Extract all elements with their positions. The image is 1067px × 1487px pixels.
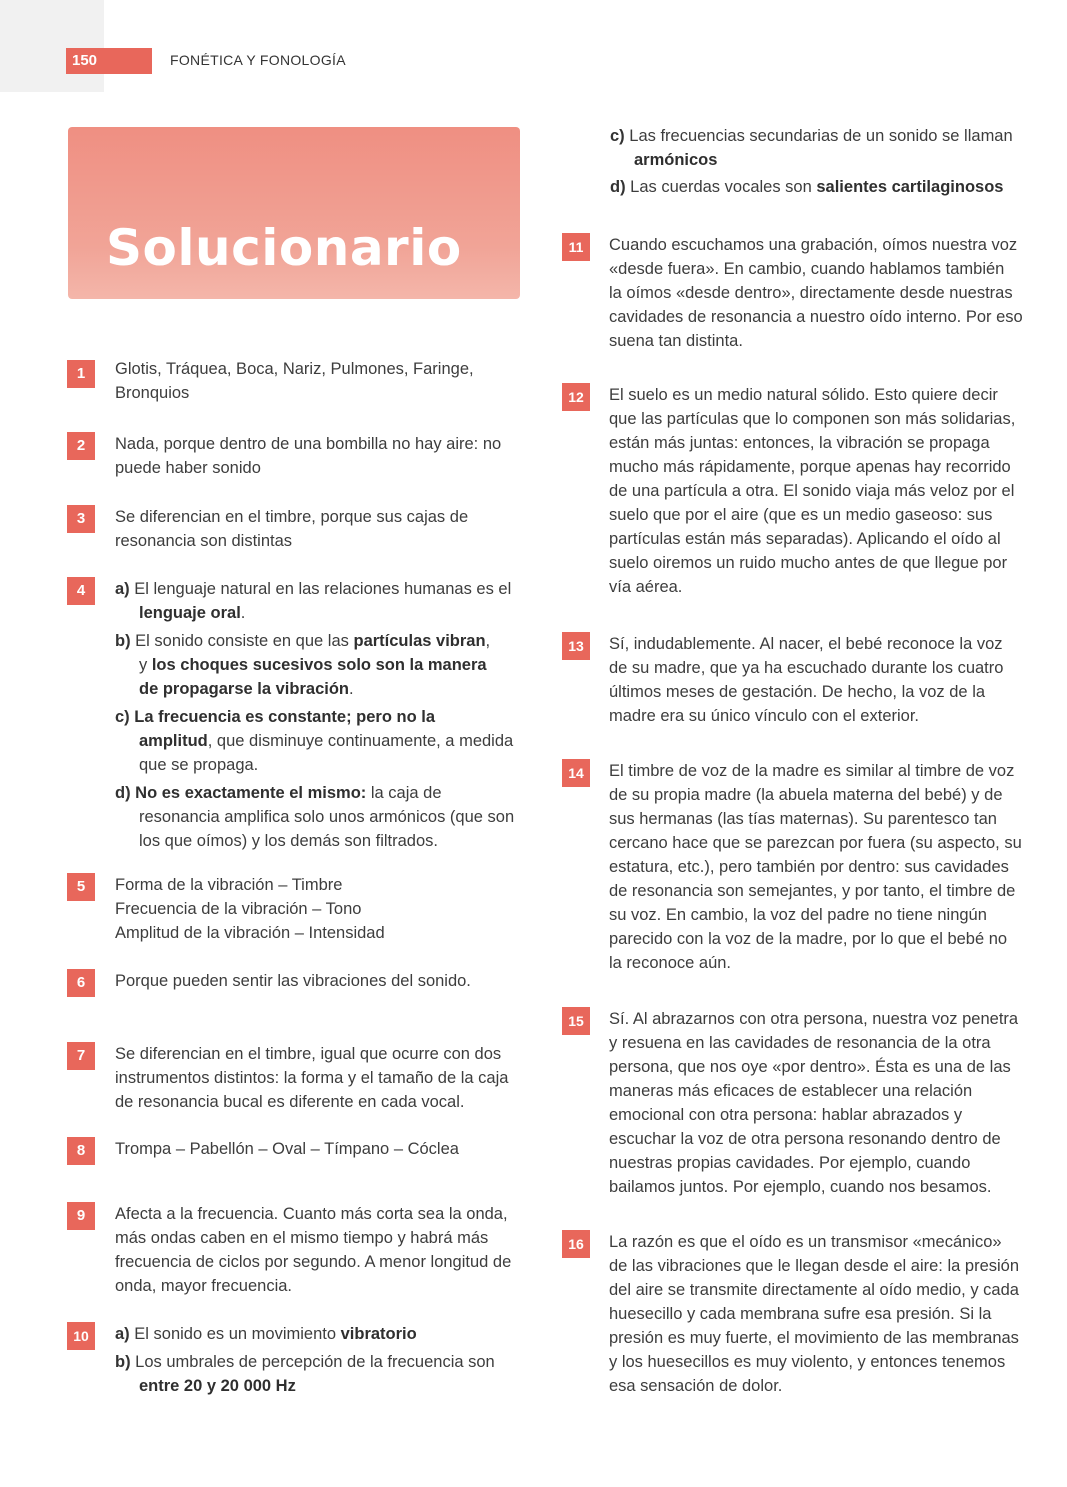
answer-number: 5 [67,873,95,901]
answer-number: 14 [562,759,590,787]
answer-text: de resonancia son semejantes, y por tanto, el timbre de [609,882,1016,900]
answer-text: y resuena en las cavidades de resonancia de la otra [609,1034,991,1052]
answer-text: El suelo es un medio natural sólido. Esto quiere decir [609,386,998,404]
answer-text: Cuando escuchamos una grabación, oímos nuestra voz [609,236,1018,254]
answer-text: su voz. En cambio, la voz del padre no tiene ningún [609,906,987,924]
answer-bold: los choques sucesivos solo son la manera [151,656,487,674]
answer-number: 12 [562,383,590,411]
answer-text: están más juntas: entonces, la vibración se propaga [609,434,990,452]
answer-text: suelo oiremos un ruido mucho antes de que llegue por [609,554,1008,572]
answer-text: Glotis, Tráquea, Boca, Nariz, Pulmones, Faringe, [115,360,474,378]
answer-text: instrumentos distintos: la forma y el tamaño de la caja [115,1069,509,1087]
answer-text: mucho más rápidamente, porque apenas hay recorrido [609,458,1011,476]
item-label: c) [115,708,130,726]
answer-number: 4 [67,577,95,605]
answer-text: El sonido es un movimiento [134,1325,341,1343]
answer-text: Bronquios [115,384,190,402]
answer-text: Las cuerdas vocales son [630,178,817,196]
answer-text: Se diferencian en el timbre, porque sus cajas de [115,508,469,526]
title-banner [68,127,520,299]
answer-number: 6 [67,969,95,997]
answer-number: 11 [562,233,590,261]
answer-text: parecido con la voz de la madre, por lo que el bebé no [609,930,1008,948]
item-label: c) [610,127,625,145]
answer-bold: lenguaje oral [139,604,241,622]
answer-text: Porque pueden sentir las vibraciones del sonido. [115,972,471,990]
answer-text: y los huesecillos es muy violento, y entonces tenemos [609,1353,1006,1371]
answer-text: suena tan distinta. [609,332,743,350]
answer-number: 7 [67,1042,95,1070]
page-number: 150 [66,48,152,74]
answer-number: 15 [562,1007,590,1035]
answer-bold: La frecuencia es constante; pero no la [134,708,436,726]
running-head: FONÉTICA Y FONOLOGÍA [170,52,346,68]
answer-text: de una partícula a otra. El sonido viaja más veloz por el [609,482,1015,500]
answer-text: esa sensación de dolor. [609,1377,783,1395]
answer-bold: armónicos [634,151,718,169]
answer-text: El sonido consiste en que las [135,632,354,650]
answer-text: nuestras propias cavidades. Por ejemplo, cuando [609,1154,971,1172]
answer-bold: vibratorio [340,1325,417,1343]
answer-text: y [139,656,152,674]
answer-bold: partículas vibran [353,632,486,650]
answer-number: 10 [67,1322,95,1350]
page-title: Solucionario [106,219,462,277]
answer-text: cavidades de resonancia a nuestro oído interno. Por eso [609,308,1023,326]
answer-text: . [240,604,246,622]
answer-text: , [485,632,491,650]
answer-text: maneras más eficaces de establecer una relación [609,1082,973,1100]
answer-bold: No es exactamente el mismo: [135,784,367,802]
answer-text: la caja de [366,784,442,802]
corner-shade [0,0,104,92]
answer-text: frecuencia de ciclos por segundo. A menor longitud de [115,1253,512,1271]
answer-text: la reconoce aún. [609,954,732,972]
item-label: b) [115,1353,131,1371]
answer-text: bailamos juntos. Por ejemplo, cuando nos besamos. [609,1178,992,1196]
answer-text: puede haber sonido [115,459,261,477]
answer-text: vía aérea. [609,578,683,596]
answer-text: suelo que por el aire (que es un medio gaseoso: sus [609,506,993,524]
item-label: b) [115,632,131,650]
answer-text: onda, mayor frecuencia. [115,1277,293,1295]
answer-text: la oímos «desde dentro», directamente desde nuestras [609,284,1013,302]
answer-number: 3 [67,505,95,533]
answer-text: emocional con otra persona: hablar abrazados y [609,1106,963,1124]
answer-text: partículas están más separadas). Aplicando el oído al [609,530,1001,548]
answer-text: Trompa – Pabellón – Oval – Tímpano – Cóclea [115,1140,459,1158]
answer-bold: de propagarse la vibración [139,680,349,698]
answer-bold: amplitud [139,732,208,750]
answer-text: de su madre, que ya ha escuchado durante los cuatro [609,659,1004,677]
item-label: d) [115,784,131,802]
answer-text: Sí, indudablemente. Al nacer, el bebé reconoce la voz [609,635,1003,653]
answer-text: El lenguaje natural en las relaciones humanas es el [134,580,512,598]
answer-text: La razón es que el oído es un transmisor «mecánico» [609,1233,1002,1251]
answer-text: los que oímos) y los demás son filtrados. [139,832,438,850]
answer-text: Nada, porque dentro de una bombilla no hay aire: no [115,435,502,453]
answer-number: 13 [562,632,590,660]
answer-text: Los umbrales de percepción de la frecuencia son [135,1353,495,1371]
answer-text: cercano hace que se parezcan por fuera (su aspecto, su [609,834,1022,852]
answer-text: , que disminuye continuamente, a medida [207,732,514,750]
item-label: d) [610,178,626,196]
item-label: a) [115,1325,130,1343]
answer-text: Forma de la vibración – Timbre [115,876,343,894]
answer-text: huesecillo y cada membrana sufre esa presión. Si la [609,1305,992,1323]
answer-number: 1 [67,360,95,388]
answer-text: escuchar la voz de otra persona resonando dentro de [609,1130,1001,1148]
item-label: a) [115,580,130,598]
answer-text: últimos meses de gestación. De hecho, la voz de la [609,683,986,701]
answer-text: estatura, etc.), pero también por dentro: sus cavidades [609,858,1009,876]
answer-number: 8 [67,1137,95,1165]
answer-text: persona, que nos oye «por dentro». Ésta es una de las [609,1058,1011,1076]
answer-text: Frecuencia de la vibración – Tono [115,900,362,918]
answer-text: madre era su único vínculo con el exterior. [609,707,919,725]
answer-text: de resonancia bucal es diferente en cada vocal. [115,1093,465,1111]
answer-bold: salientes cartilaginosos [816,178,1004,196]
answer-text: que las partículas que lo componen son más solidarias, [609,410,1016,428]
answer-text: Sí. Al abrazarnos con otra persona, nuestra voz penetra [609,1010,1019,1028]
answer-text: sus hermanas (las tías maternas). Su parentesco tan [609,810,997,828]
answer-text: de las vibraciones que le llegan desde el aire: la presión [609,1257,1020,1275]
answer-text: Las frecuencias secundarias de un sonido se llaman [629,127,1013,145]
answer-bold: entre 20 y 20 000 Hz [139,1377,296,1395]
answer-text: del aire se transmite directamente al oído medio, y cada [609,1281,1019,1299]
answer-text: Afecta a la frecuencia. Cuanto más corta sea la onda, [115,1205,508,1223]
answer-text: presión es muy fuerte, el movimiento de las membranas [609,1329,1019,1347]
answer-text: de su propia madre (la abuela materna del bebé) y de [609,786,1003,804]
answer-text: El timbre de voz de la madre es similar al timbre de voz [609,762,1015,780]
answer-text: resonancia amplifica solo unos armónicos (que son [139,808,515,826]
answer-number: 16 [562,1230,590,1258]
answer-text: «desde fuera». En cambio, cuando hablamos también [609,260,1005,278]
answer-number: 2 [67,432,95,460]
answer-text: más ondas caben en el mismo tiempo y habrá más [115,1229,489,1247]
answer-text: Amplitud de la vibración – Intensidad [115,924,385,942]
answer-text: . [349,680,354,698]
answer-number: 9 [67,1202,95,1230]
answer-text: Se diferencian en el timbre, igual que ocurre con dos [115,1045,502,1063]
answer-text: resonancia son distintas [115,532,293,550]
answer-text: que se propaga. [139,756,259,774]
